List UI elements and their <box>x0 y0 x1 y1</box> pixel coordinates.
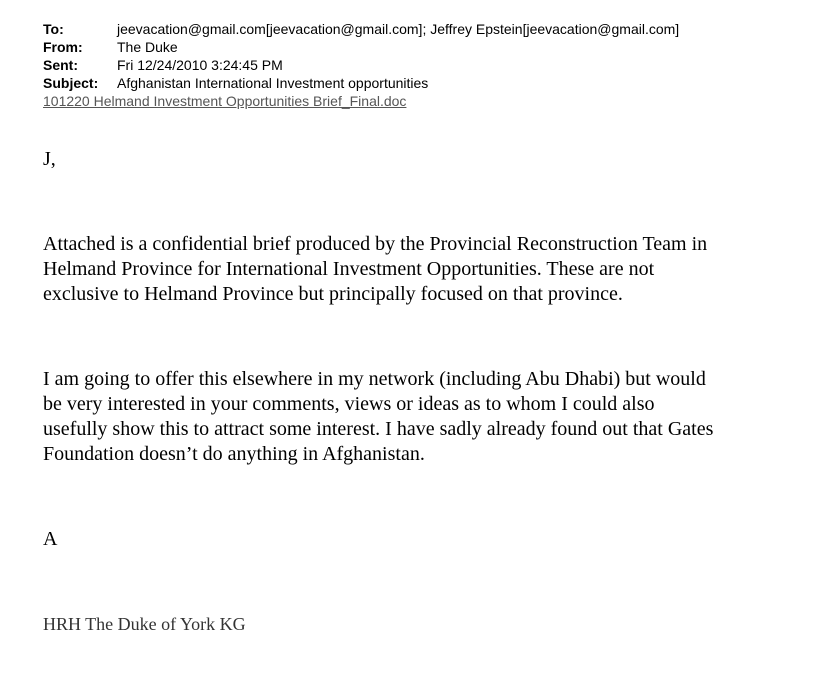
paragraph-1 <box>43 232 803 307</box>
paragraph-1-line: exclusive to Helmand Province but principally focused on that province. <box>43 283 623 305</box>
sender-initial: A <box>43 528 58 550</box>
paragraph-2-line: be very interested in your comments, views or ideas as to whom I could also <box>43 393 655 415</box>
from-label: From: <box>43 39 83 55</box>
sent-value: Fri 12/24/2010 3:24:45 PM <box>117 57 283 73</box>
attachment-link[interactable]: 101220 Helmand Investment Opportunities Brief_Final.doc <box>43 93 407 109</box>
paragraph-2 <box>43 367 803 467</box>
greeting: J, <box>43 148 56 170</box>
email-header-block <box>43 20 679 110</box>
from-value: The Duke <box>117 39 178 55</box>
header-row-from <box>43 38 679 56</box>
paragraph-2-line: I am going to offer this elsewhere in my network (including Abu Dhabi) but would <box>43 368 706 390</box>
paragraph-2-line: Foundation doesn’t do anything in Afghanistan. <box>43 443 425 465</box>
paragraph-1-line: Helmand Province for International Investment Opportunities. These are not <box>43 258 655 280</box>
header-row-sent <box>43 56 679 74</box>
to-label: To: <box>43 21 64 37</box>
subject-label: Subject: <box>43 75 99 91</box>
subject-value: Afghanistan International Investment opportunities <box>117 75 429 91</box>
sent-label: Sent: <box>43 57 78 73</box>
signature: HRH The Duke of York KG <box>43 614 246 634</box>
paragraph-2-line: usefully show this to attract some interest. I have sadly already found out that Gates <box>43 418 714 440</box>
header-row-subject <box>43 74 679 92</box>
paragraph-1-line: Attached is a confidential brief produced by the Provincial Reconstruction Team in <box>43 233 708 255</box>
header-row-to <box>43 20 679 38</box>
to-value: jeevacation@gmail.com[jeevacation@gmail.com]; Jeffrey Epstein[jeevacation@gmail.com] <box>117 21 680 37</box>
